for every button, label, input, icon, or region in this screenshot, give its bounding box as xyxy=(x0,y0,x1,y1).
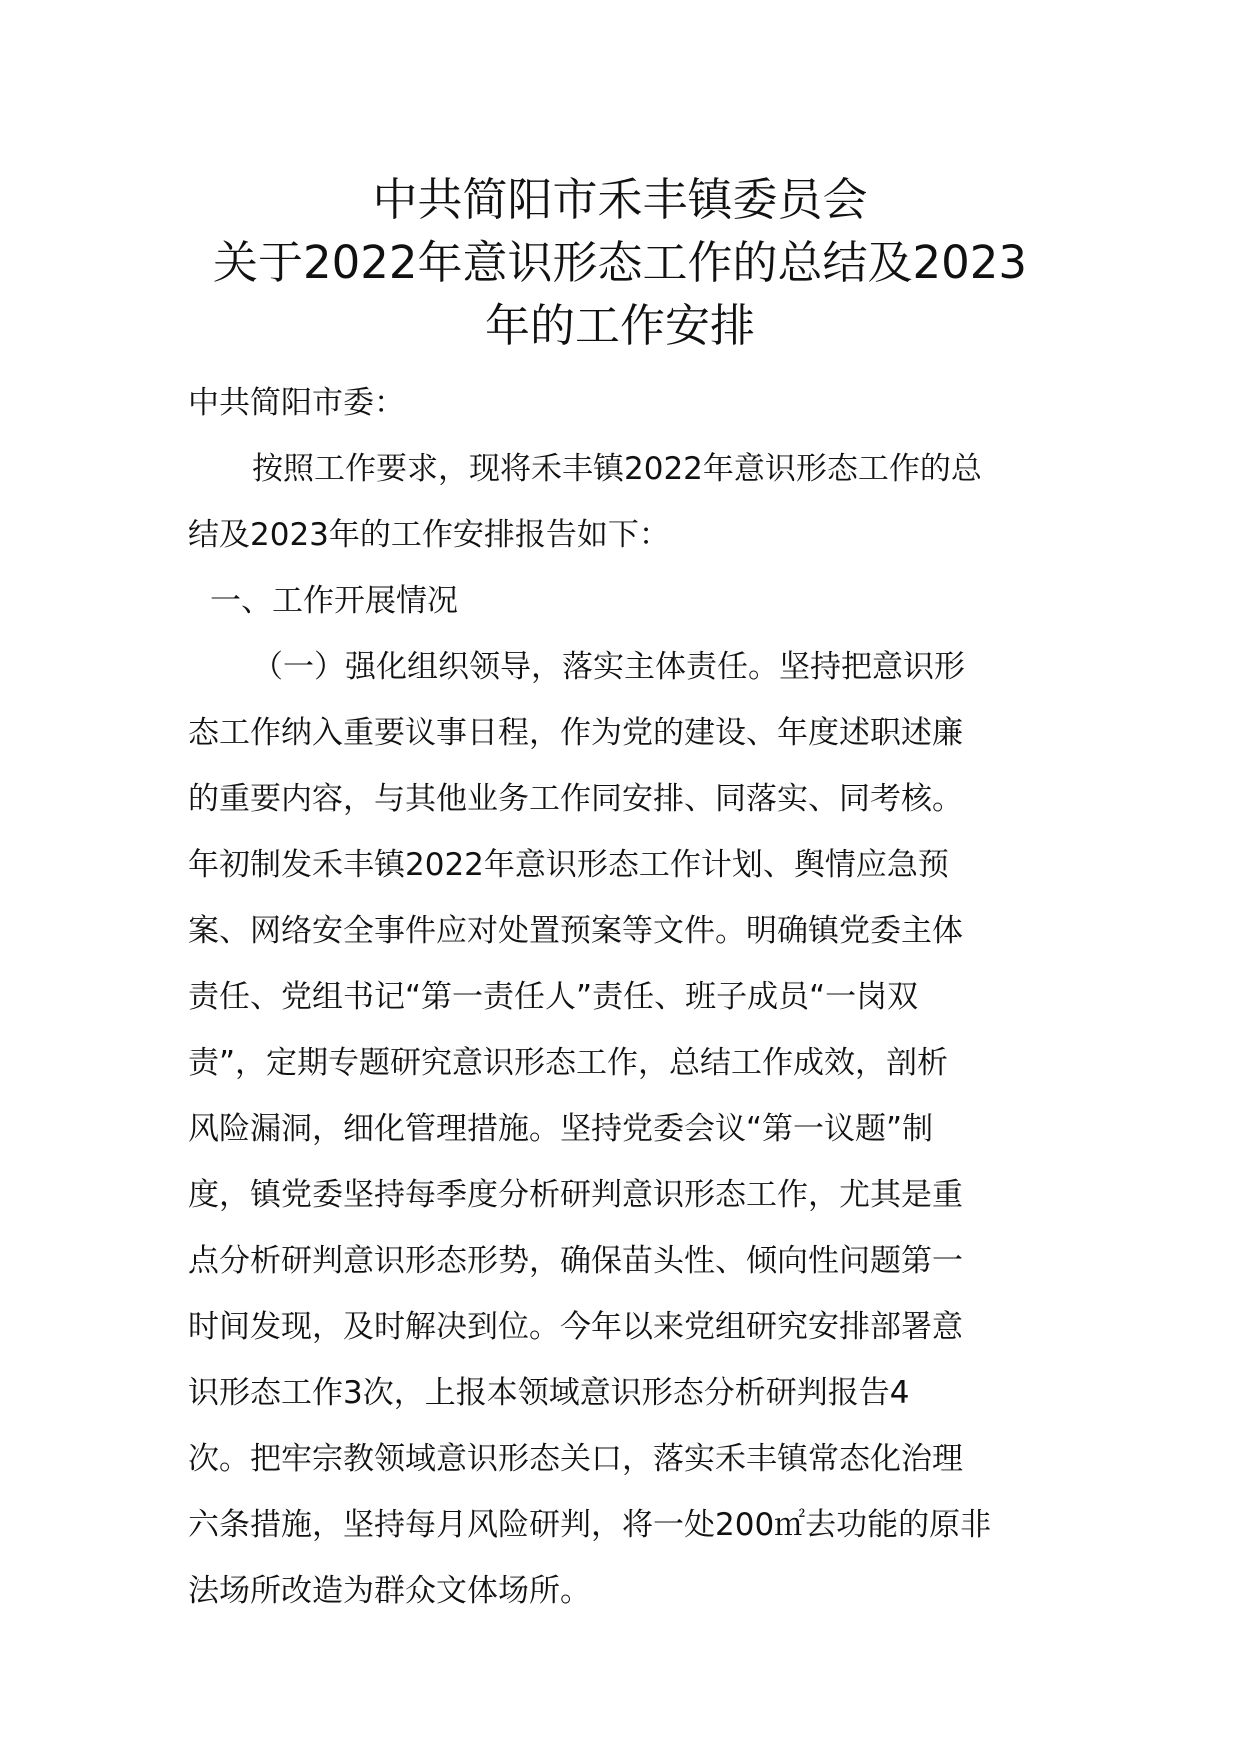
salutation: 中共简阳市委： xyxy=(188,385,405,421)
title-line: 年的工作安排 xyxy=(484,299,755,352)
title-line: 中共简阳市禾丰镇委员会 xyxy=(372,173,868,226)
paragraph-line: 风险漏洞，细化管理措施。坚持党委会议“第一议题”制 xyxy=(188,1111,934,1147)
section-heading: 一、工作开展情况 xyxy=(210,583,458,619)
paragraph-line: 六条措施，坚持每月风险研判，将一处200㎡去功能的原非 xyxy=(188,1507,992,1543)
paragraph-line: 次。把牢宗教领域意识形态关口，落实禾丰镇常态化治理 xyxy=(188,1441,963,1477)
paragraph-line: 责任、党组书记“第一责任人”责任、班子成员“一岗双 xyxy=(188,979,919,1015)
paragraph-line: 度，镇党委坚持每季度分析研判意识形态工作，尤其是重 xyxy=(188,1177,963,1213)
intro-line: 结及2023年的工作安排报告如下： xyxy=(188,517,670,553)
intro-line: 按照工作要求，现将禾丰镇2022年意识形态工作的总 xyxy=(252,451,982,487)
paragraph-line: 责”，定期专题研究意识形态工作，总结工作成效，剖析 xyxy=(188,1045,949,1081)
paragraph-line: （一）强化组织领导，落实主体责任。坚持把意识形 xyxy=(252,649,965,685)
paragraph-line: 案、网络安全事件应对处置预案等文件。明确镇党委主体 xyxy=(188,913,963,949)
paragraph-line: 法场所改造为群众文体场所。 xyxy=(188,1573,591,1609)
paragraph-line: 的重要内容，与其他业务工作同安排、同落实、同考核。 xyxy=(188,781,963,817)
paragraph-line: 点分析研判意识形态形势，确保苗头性、倾向性问题第一 xyxy=(188,1243,963,1279)
paragraph-line: 识形态工作3次，上报本领域意识形态分析研判报告4 xyxy=(188,1375,910,1411)
paragraph-line: 态工作纳入重要议事日程，作为党的建设、年度述职述廉 xyxy=(188,715,963,751)
document-body xyxy=(188,370,1068,1624)
paragraph-line: 年初制发禾丰镇2022年意识形态工作计划、舆情应急预 xyxy=(188,847,949,883)
paragraph-line: 时间发现，及时解决到位。今年以来党组研究安排部署意 xyxy=(188,1309,963,1345)
document-title xyxy=(150,168,1090,357)
title-line: 关于2022年意识形态工作的总结及2023 xyxy=(212,236,1028,289)
